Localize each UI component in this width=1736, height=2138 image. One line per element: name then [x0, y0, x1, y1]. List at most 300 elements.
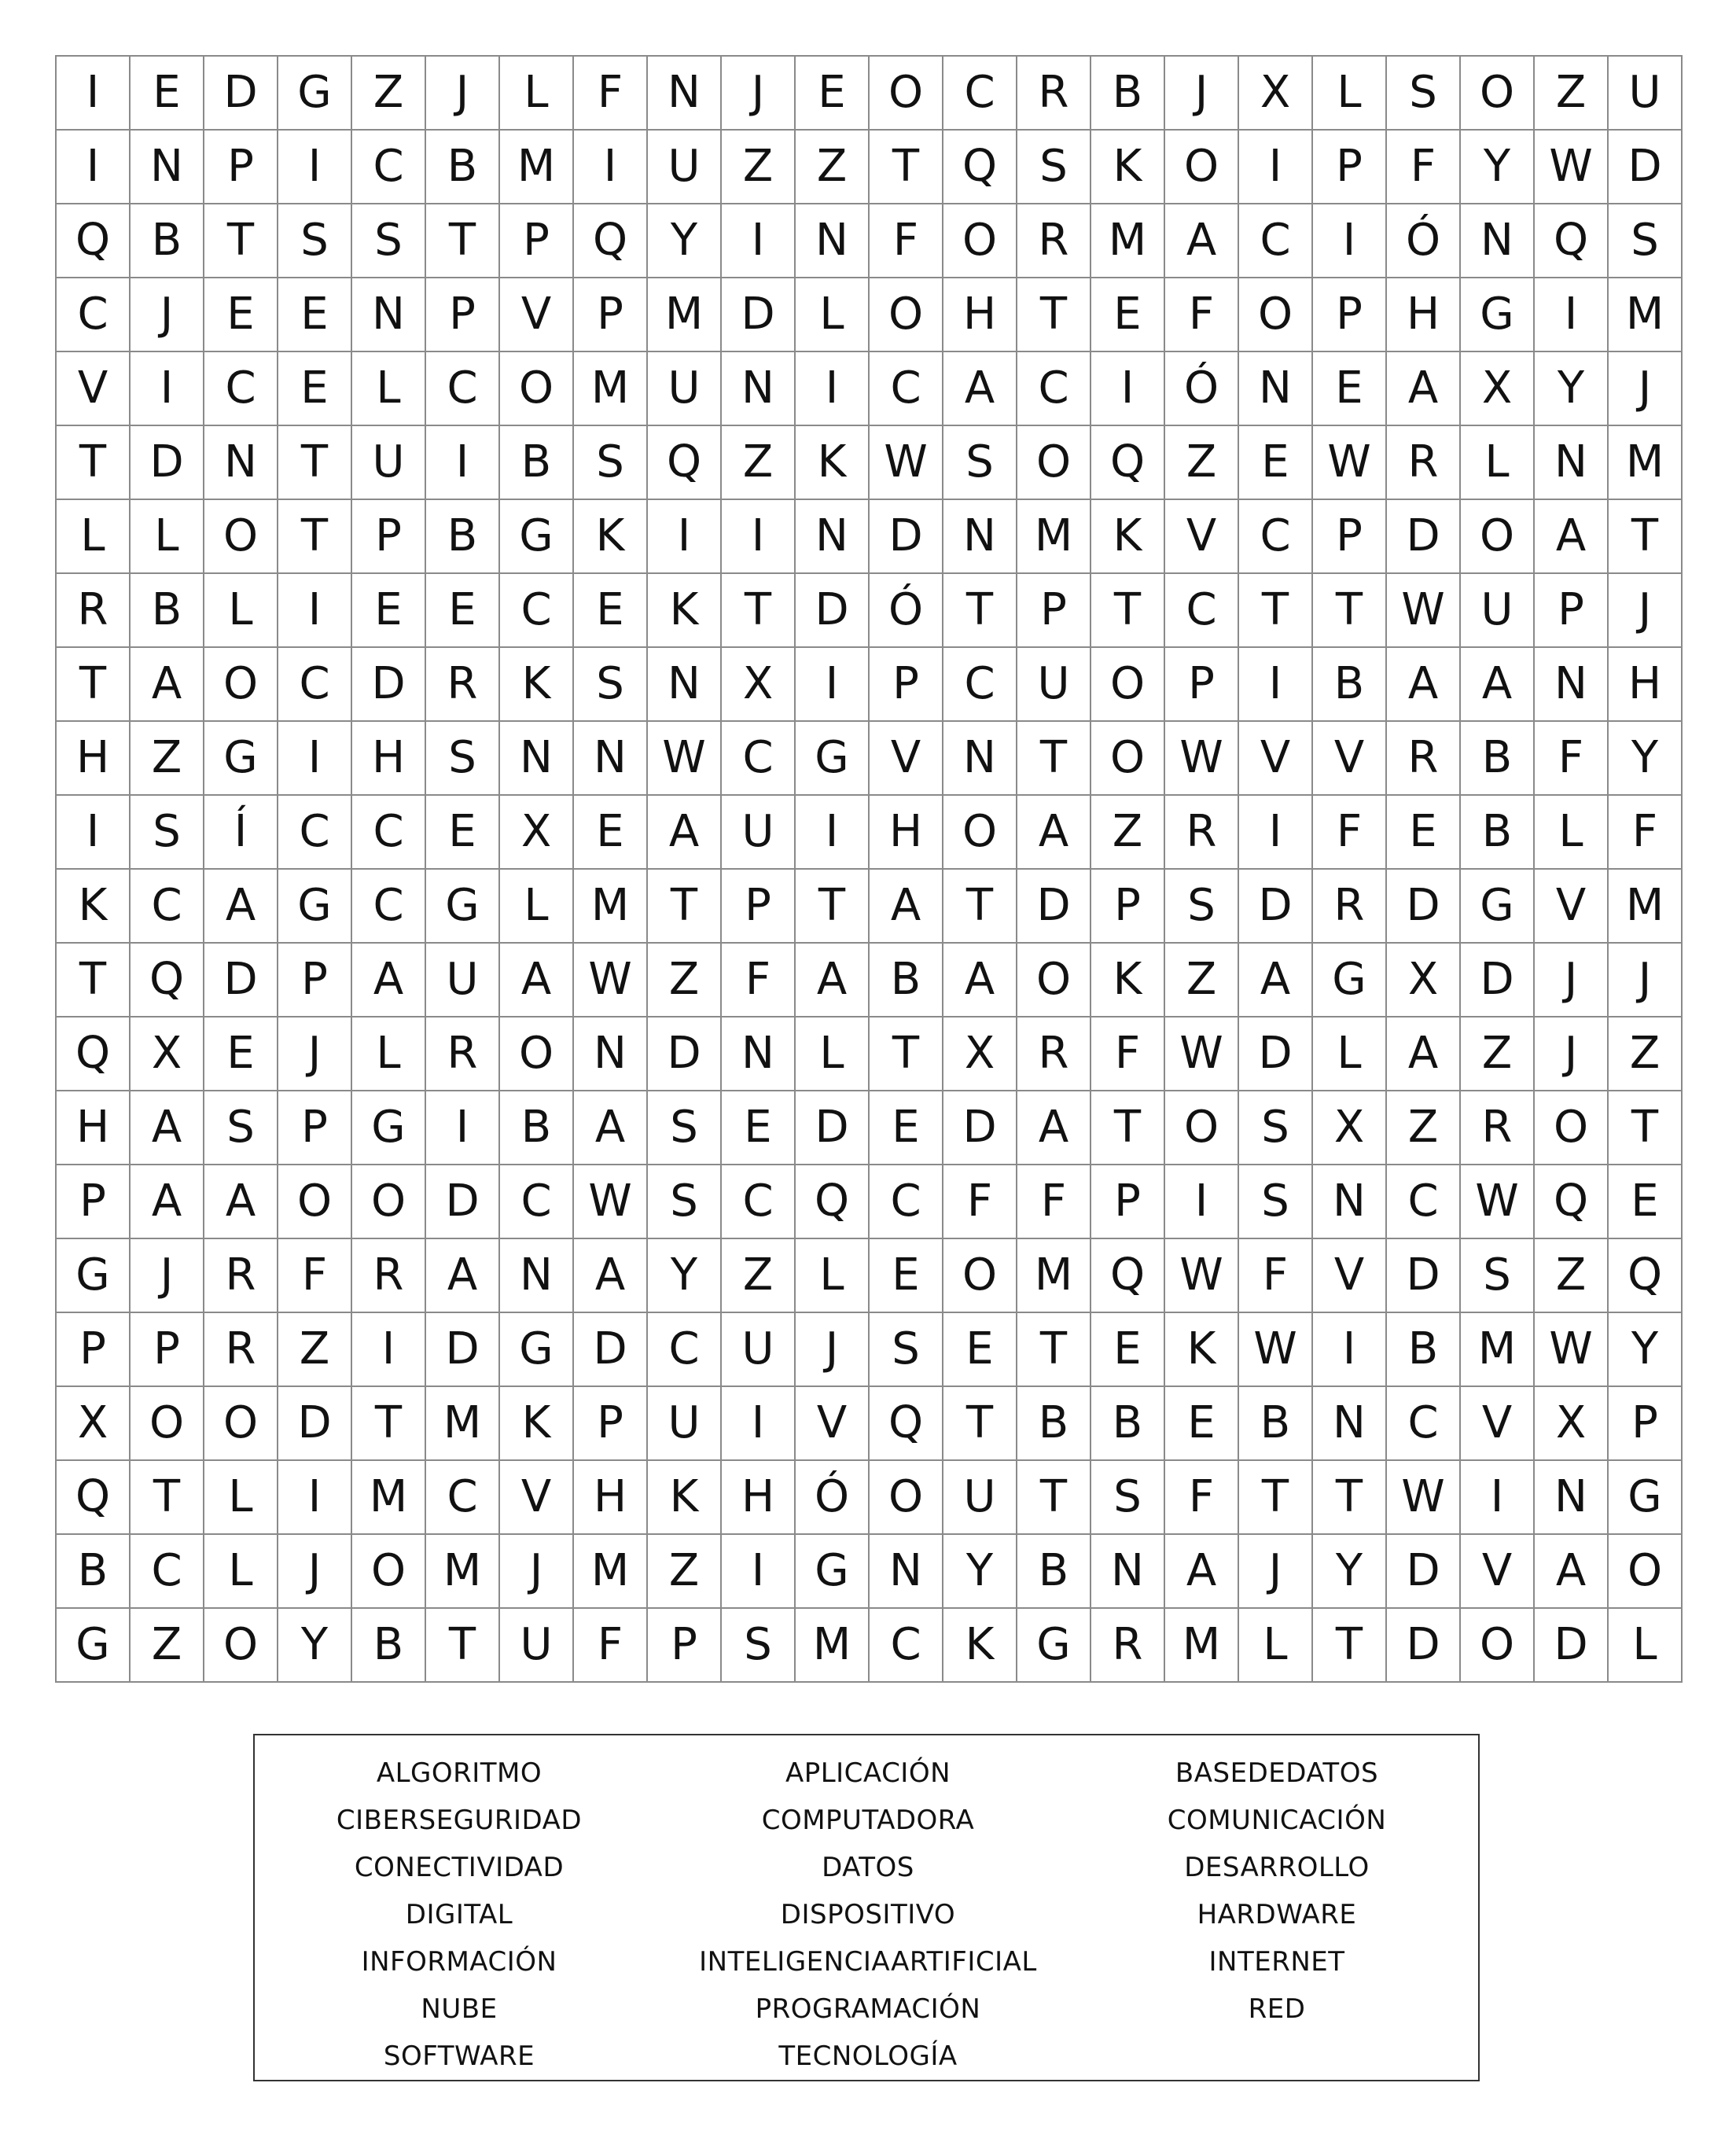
- grid-cell[interactable]: I: [57, 796, 131, 870]
- grid-cell[interactable]: N: [870, 1535, 943, 1609]
- grid-cell[interactable]: W: [574, 944, 648, 1017]
- grid-cell[interactable]: C: [352, 870, 426, 944]
- grid-cell[interactable]: P: [1091, 870, 1165, 944]
- grid-cell[interactable]: C: [722, 1165, 796, 1239]
- grid-cell[interactable]: S: [278, 204, 352, 278]
- grid-cell[interactable]: N: [1239, 352, 1313, 426]
- grid-cell[interactable]: I: [278, 574, 352, 648]
- grid-cell[interactable]: P: [204, 131, 278, 204]
- grid-cell[interactable]: D: [796, 574, 870, 648]
- grid-cell[interactable]: K: [648, 1461, 722, 1535]
- grid-cell[interactable]: M: [574, 1535, 648, 1609]
- grid-cell[interactable]: W: [1461, 1165, 1535, 1239]
- grid-cell[interactable]: A: [574, 1239, 648, 1313]
- grid-cell[interactable]: B: [870, 944, 943, 1017]
- grid-cell[interactable]: C: [500, 1165, 574, 1239]
- grid-cell[interactable]: L: [131, 500, 204, 574]
- grid-cell[interactable]: K: [1165, 1313, 1239, 1387]
- grid-cell[interactable]: E: [1165, 1387, 1239, 1461]
- grid-cell[interactable]: R: [1387, 426, 1461, 500]
- grid-cell[interactable]: Y: [1609, 1313, 1683, 1387]
- grid-cell[interactable]: C: [870, 352, 943, 426]
- grid-cell[interactable]: M: [1609, 870, 1683, 944]
- grid-cell[interactable]: M: [500, 131, 574, 204]
- grid-cell[interactable]: P: [57, 1313, 131, 1387]
- grid-cell[interactable]: R: [204, 1239, 278, 1313]
- grid-cell[interactable]: Q: [57, 204, 131, 278]
- grid-cell[interactable]: E: [426, 574, 500, 648]
- grid-cell[interactable]: T: [870, 131, 943, 204]
- grid-cell[interactable]: D: [352, 648, 426, 722]
- grid-cell[interactable]: O: [1165, 131, 1239, 204]
- grid-cell[interactable]: F: [278, 1239, 352, 1313]
- grid-cell[interactable]: L: [204, 574, 278, 648]
- grid-cell[interactable]: O: [1239, 278, 1313, 352]
- grid-cell[interactable]: G: [278, 57, 352, 131]
- grid-cell[interactable]: M: [1609, 278, 1683, 352]
- grid-cell[interactable]: H: [870, 796, 943, 870]
- grid-cell[interactable]: Z: [648, 1535, 722, 1609]
- grid-cell[interactable]: N: [1535, 1461, 1609, 1535]
- grid-cell[interactable]: D: [1387, 500, 1461, 574]
- grid-cell[interactable]: N: [1091, 1535, 1165, 1609]
- grid-cell[interactable]: A: [1165, 204, 1239, 278]
- grid-cell[interactable]: N: [500, 722, 574, 796]
- grid-cell[interactable]: T: [1017, 722, 1091, 796]
- grid-cell[interactable]: I: [1091, 352, 1165, 426]
- grid-cell[interactable]: L: [796, 278, 870, 352]
- grid-cell[interactable]: N: [648, 648, 722, 722]
- grid-cell[interactable]: E: [943, 1313, 1017, 1387]
- grid-cell[interactable]: L: [1609, 1609, 1683, 1683]
- grid-cell[interactable]: I: [1535, 278, 1609, 352]
- grid-cell[interactable]: U: [648, 352, 722, 426]
- grid-cell[interactable]: R: [1461, 1091, 1535, 1165]
- grid-cell[interactable]: S: [1239, 1091, 1313, 1165]
- grid-cell[interactable]: W: [1535, 1313, 1609, 1387]
- grid-cell[interactable]: T: [1609, 500, 1683, 574]
- grid-cell[interactable]: B: [1017, 1387, 1091, 1461]
- grid-cell[interactable]: Q: [131, 944, 204, 1017]
- grid-cell[interactable]: Z: [1461, 1017, 1535, 1091]
- grid-cell[interactable]: Í: [204, 796, 278, 870]
- grid-cell[interactable]: I: [57, 131, 131, 204]
- grid-cell[interactable]: A: [204, 1165, 278, 1239]
- grid-cell[interactable]: T: [1313, 574, 1387, 648]
- grid-cell[interactable]: N: [131, 131, 204, 204]
- grid-cell[interactable]: I: [1239, 648, 1313, 722]
- grid-cell[interactable]: J: [1239, 1535, 1313, 1609]
- grid-cell[interactable]: C: [1239, 204, 1313, 278]
- grid-cell[interactable]: Z: [1535, 57, 1609, 131]
- grid-cell[interactable]: T: [1313, 1609, 1387, 1683]
- grid-cell[interactable]: A: [426, 1239, 500, 1313]
- grid-cell[interactable]: O: [870, 57, 943, 131]
- grid-cell[interactable]: I: [1165, 1165, 1239, 1239]
- grid-cell[interactable]: Y: [278, 1609, 352, 1683]
- grid-cell[interactable]: S: [1017, 131, 1091, 204]
- grid-cell[interactable]: S: [648, 1165, 722, 1239]
- grid-cell[interactable]: Z: [722, 1239, 796, 1313]
- grid-cell[interactable]: L: [352, 352, 426, 426]
- grid-cell[interactable]: T: [426, 1609, 500, 1683]
- grid-cell[interactable]: F: [1091, 1017, 1165, 1091]
- grid-cell[interactable]: F: [1239, 1239, 1313, 1313]
- grid-cell[interactable]: H: [57, 722, 131, 796]
- grid-cell[interactable]: I: [131, 352, 204, 426]
- grid-cell[interactable]: U: [943, 1461, 1017, 1535]
- grid-cell[interactable]: S: [352, 204, 426, 278]
- grid-cell[interactable]: Z: [1165, 944, 1239, 1017]
- grid-cell[interactable]: R: [1017, 1017, 1091, 1091]
- grid-cell[interactable]: T: [1609, 1091, 1683, 1165]
- grid-cell[interactable]: A: [943, 944, 1017, 1017]
- grid-cell[interactable]: Ó: [870, 574, 943, 648]
- grid-cell[interactable]: D: [943, 1091, 1017, 1165]
- grid-cell[interactable]: N: [1313, 1165, 1387, 1239]
- grid-cell[interactable]: Q: [1535, 204, 1609, 278]
- grid-cell[interactable]: L: [352, 1017, 426, 1091]
- grid-cell[interactable]: T: [204, 204, 278, 278]
- grid-cell[interactable]: G: [796, 722, 870, 796]
- grid-cell[interactable]: H: [722, 1461, 796, 1535]
- grid-cell[interactable]: X: [1535, 1387, 1609, 1461]
- grid-cell[interactable]: N: [722, 352, 796, 426]
- grid-cell[interactable]: O: [352, 1165, 426, 1239]
- grid-cell[interactable]: C: [1165, 574, 1239, 648]
- grid-cell[interactable]: I: [426, 1091, 500, 1165]
- grid-cell[interactable]: C: [943, 57, 1017, 131]
- grid-cell[interactable]: H: [57, 1091, 131, 1165]
- grid-cell[interactable]: A: [1387, 1017, 1461, 1091]
- grid-cell[interactable]: W: [1239, 1313, 1313, 1387]
- grid-cell[interactable]: R: [1387, 722, 1461, 796]
- grid-cell[interactable]: G: [796, 1535, 870, 1609]
- grid-cell[interactable]: C: [1239, 500, 1313, 574]
- grid-cell[interactable]: Ó: [1165, 352, 1239, 426]
- grid-cell[interactable]: A: [1239, 944, 1313, 1017]
- grid-cell[interactable]: Q: [57, 1017, 131, 1091]
- grid-cell[interactable]: O: [278, 1165, 352, 1239]
- grid-cell[interactable]: A: [796, 944, 870, 1017]
- grid-cell[interactable]: B: [500, 1091, 574, 1165]
- grid-cell[interactable]: V: [870, 722, 943, 796]
- grid-cell[interactable]: M: [426, 1387, 500, 1461]
- grid-cell[interactable]: Y: [1535, 352, 1609, 426]
- grid-cell[interactable]: D: [131, 426, 204, 500]
- grid-cell[interactable]: B: [1461, 722, 1535, 796]
- grid-cell[interactable]: Q: [943, 131, 1017, 204]
- grid-cell[interactable]: U: [426, 944, 500, 1017]
- grid-cell[interactable]: Q: [1091, 1239, 1165, 1313]
- grid-cell[interactable]: O: [943, 1239, 1017, 1313]
- grid-cell[interactable]: C: [1387, 1165, 1461, 1239]
- grid-cell[interactable]: I: [722, 500, 796, 574]
- grid-cell[interactable]: W: [1387, 1461, 1461, 1535]
- grid-cell[interactable]: L: [204, 1535, 278, 1609]
- grid-cell[interactable]: T: [352, 1387, 426, 1461]
- grid-cell[interactable]: A: [131, 1165, 204, 1239]
- grid-cell[interactable]: O: [204, 1387, 278, 1461]
- grid-cell[interactable]: B: [500, 426, 574, 500]
- grid-cell[interactable]: N: [574, 1017, 648, 1091]
- grid-cell[interactable]: F: [574, 57, 648, 131]
- grid-cell[interactable]: E: [574, 796, 648, 870]
- grid-cell[interactable]: E: [278, 352, 352, 426]
- grid-cell[interactable]: O: [500, 1017, 574, 1091]
- grid-cell[interactable]: D: [648, 1017, 722, 1091]
- grid-cell[interactable]: D: [574, 1313, 648, 1387]
- grid-cell[interactable]: X: [1387, 944, 1461, 1017]
- grid-cell[interactable]: M: [1609, 426, 1683, 500]
- grid-cell[interactable]: S: [1165, 870, 1239, 944]
- grid-cell[interactable]: U: [722, 796, 796, 870]
- grid-cell[interactable]: L: [1461, 426, 1535, 500]
- grid-cell[interactable]: C: [426, 352, 500, 426]
- grid-cell[interactable]: H: [574, 1461, 648, 1535]
- grid-cell[interactable]: C: [500, 574, 574, 648]
- grid-cell[interactable]: E: [204, 278, 278, 352]
- grid-cell[interactable]: A: [943, 352, 1017, 426]
- grid-cell[interactable]: A: [131, 1091, 204, 1165]
- grid-cell[interactable]: L: [500, 870, 574, 944]
- grid-cell[interactable]: I: [796, 648, 870, 722]
- grid-cell[interactable]: O: [352, 1535, 426, 1609]
- grid-cell[interactable]: L: [796, 1239, 870, 1313]
- grid-cell[interactable]: N: [1535, 648, 1609, 722]
- grid-cell[interactable]: C: [57, 278, 131, 352]
- grid-cell[interactable]: X: [722, 648, 796, 722]
- grid-cell[interactable]: P: [1609, 1387, 1683, 1461]
- grid-cell[interactable]: D: [278, 1387, 352, 1461]
- grid-cell[interactable]: O: [1461, 57, 1535, 131]
- grid-cell[interactable]: G: [500, 1313, 574, 1387]
- grid-cell[interactable]: D: [1387, 1609, 1461, 1683]
- grid-cell[interactable]: Y: [648, 1239, 722, 1313]
- grid-cell[interactable]: M: [574, 352, 648, 426]
- grid-cell[interactable]: O: [1609, 1535, 1683, 1609]
- grid-cell[interactable]: U: [1461, 574, 1535, 648]
- grid-cell[interactable]: I: [352, 1313, 426, 1387]
- grid-cell[interactable]: A: [1461, 648, 1535, 722]
- grid-cell[interactable]: I: [796, 352, 870, 426]
- grid-cell[interactable]: W: [574, 1165, 648, 1239]
- grid-cell[interactable]: B: [1239, 1387, 1313, 1461]
- grid-cell[interactable]: A: [1017, 796, 1091, 870]
- grid-cell[interactable]: S: [722, 1609, 796, 1683]
- grid-cell[interactable]: A: [574, 1091, 648, 1165]
- grid-cell[interactable]: E: [1091, 1313, 1165, 1387]
- grid-cell[interactable]: K: [1091, 944, 1165, 1017]
- grid-cell[interactable]: S: [870, 1313, 943, 1387]
- grid-cell[interactable]: Y: [1313, 1535, 1387, 1609]
- grid-cell[interactable]: C: [1387, 1387, 1461, 1461]
- grid-cell[interactable]: X: [57, 1387, 131, 1461]
- grid-cell[interactable]: T: [57, 648, 131, 722]
- grid-cell[interactable]: B: [352, 1609, 426, 1683]
- grid-cell[interactable]: B: [131, 204, 204, 278]
- grid-cell[interactable]: M: [1461, 1313, 1535, 1387]
- grid-cell[interactable]: J: [1535, 1017, 1609, 1091]
- grid-cell[interactable]: S: [1091, 1461, 1165, 1535]
- grid-cell[interactable]: T: [1239, 574, 1313, 648]
- grid-cell[interactable]: P: [648, 1609, 722, 1683]
- grid-cell[interactable]: B: [426, 131, 500, 204]
- grid-cell[interactable]: F: [574, 1609, 648, 1683]
- grid-cell[interactable]: U: [722, 1313, 796, 1387]
- grid-cell[interactable]: W: [1165, 1017, 1239, 1091]
- grid-cell[interactable]: V: [57, 352, 131, 426]
- grid-cell[interactable]: X: [1239, 57, 1313, 131]
- grid-cell[interactable]: J: [1535, 944, 1609, 1017]
- grid-cell[interactable]: J: [131, 278, 204, 352]
- grid-cell[interactable]: Z: [131, 1609, 204, 1683]
- grid-cell[interactable]: I: [1239, 131, 1313, 204]
- grid-cell[interactable]: M: [648, 278, 722, 352]
- grid-cell[interactable]: B: [1017, 1535, 1091, 1609]
- grid-cell[interactable]: S: [574, 426, 648, 500]
- grid-cell[interactable]: K: [1091, 131, 1165, 204]
- grid-cell[interactable]: P: [278, 944, 352, 1017]
- grid-cell[interactable]: U: [1609, 57, 1683, 131]
- grid-cell[interactable]: F: [1387, 131, 1461, 204]
- grid-cell[interactable]: A: [1387, 648, 1461, 722]
- grid-cell[interactable]: X: [500, 796, 574, 870]
- grid-cell[interactable]: O: [1091, 722, 1165, 796]
- grid-cell[interactable]: E: [574, 574, 648, 648]
- grid-cell[interactable]: M: [1165, 1609, 1239, 1683]
- grid-cell[interactable]: I: [278, 722, 352, 796]
- grid-cell[interactable]: P: [1313, 500, 1387, 574]
- grid-cell[interactable]: I: [722, 1387, 796, 1461]
- grid-cell[interactable]: W: [648, 722, 722, 796]
- grid-cell[interactable]: F: [1535, 722, 1609, 796]
- grid-cell[interactable]: G: [1461, 870, 1535, 944]
- grid-cell[interactable]: B: [1387, 1313, 1461, 1387]
- grid-cell[interactable]: L: [500, 57, 574, 131]
- grid-cell[interactable]: U: [648, 1387, 722, 1461]
- grid-cell[interactable]: E: [722, 1091, 796, 1165]
- grid-cell[interactable]: D: [1387, 870, 1461, 944]
- grid-cell[interactable]: R: [1017, 204, 1091, 278]
- grid-cell[interactable]: E: [1239, 426, 1313, 500]
- grid-cell[interactable]: I: [722, 1535, 796, 1609]
- grid-cell[interactable]: J: [1609, 352, 1683, 426]
- grid-cell[interactable]: S: [648, 1091, 722, 1165]
- grid-cell[interactable]: E: [204, 1017, 278, 1091]
- grid-cell[interactable]: D: [204, 57, 278, 131]
- grid-cell[interactable]: K: [500, 1387, 574, 1461]
- grid-cell[interactable]: F: [943, 1165, 1017, 1239]
- grid-cell[interactable]: D: [1535, 1609, 1609, 1683]
- grid-cell[interactable]: R: [426, 1017, 500, 1091]
- grid-cell[interactable]: V: [1165, 500, 1239, 574]
- grid-cell[interactable]: D: [426, 1165, 500, 1239]
- grid-cell[interactable]: Q: [796, 1165, 870, 1239]
- grid-cell[interactable]: W: [1535, 131, 1609, 204]
- grid-cell[interactable]: Y: [943, 1535, 1017, 1609]
- grid-cell[interactable]: D: [1239, 1017, 1313, 1091]
- grid-cell[interactable]: P: [352, 500, 426, 574]
- grid-cell[interactable]: I: [648, 500, 722, 574]
- grid-cell[interactable]: A: [1535, 500, 1609, 574]
- grid-cell[interactable]: N: [796, 500, 870, 574]
- grid-cell[interactable]: K: [574, 500, 648, 574]
- grid-cell[interactable]: O: [870, 278, 943, 352]
- grid-cell[interactable]: O: [1461, 1609, 1535, 1683]
- grid-cell[interactable]: Z: [1535, 1239, 1609, 1313]
- grid-cell[interactable]: O: [1535, 1091, 1609, 1165]
- grid-cell[interactable]: E: [1387, 796, 1461, 870]
- grid-cell[interactable]: V: [1313, 722, 1387, 796]
- grid-cell[interactable]: G: [57, 1239, 131, 1313]
- grid-cell[interactable]: H: [1387, 278, 1461, 352]
- grid-cell[interactable]: D: [870, 500, 943, 574]
- grid-cell[interactable]: T: [131, 1461, 204, 1535]
- grid-cell[interactable]: A: [1017, 1091, 1091, 1165]
- grid-cell[interactable]: E: [426, 796, 500, 870]
- grid-cell[interactable]: N: [943, 500, 1017, 574]
- grid-cell[interactable]: H: [352, 722, 426, 796]
- grid-cell[interactable]: I: [1313, 204, 1387, 278]
- grid-cell[interactable]: T: [57, 426, 131, 500]
- grid-cell[interactable]: I: [278, 1461, 352, 1535]
- grid-cell[interactable]: X: [1461, 352, 1535, 426]
- grid-cell[interactable]: E: [352, 574, 426, 648]
- grid-cell[interactable]: W: [870, 426, 943, 500]
- grid-cell[interactable]: Q: [870, 1387, 943, 1461]
- grid-cell[interactable]: I: [1313, 1313, 1387, 1387]
- grid-cell[interactable]: X: [1313, 1091, 1387, 1165]
- grid-cell[interactable]: T: [943, 1387, 1017, 1461]
- grid-cell[interactable]: D: [1239, 870, 1313, 944]
- grid-cell[interactable]: N: [722, 1017, 796, 1091]
- grid-cell[interactable]: O: [204, 648, 278, 722]
- grid-cell[interactable]: W: [1165, 722, 1239, 796]
- grid-cell[interactable]: I: [722, 204, 796, 278]
- grid-cell[interactable]: K: [648, 574, 722, 648]
- grid-cell[interactable]: N: [796, 204, 870, 278]
- grid-cell[interactable]: F: [1017, 1165, 1091, 1239]
- grid-cell[interactable]: T: [1091, 1091, 1165, 1165]
- grid-cell[interactable]: L: [1239, 1609, 1313, 1683]
- grid-cell[interactable]: L: [1313, 57, 1387, 131]
- grid-cell[interactable]: O: [204, 1609, 278, 1683]
- grid-cell[interactable]: T: [1017, 1313, 1091, 1387]
- grid-cell[interactable]: A: [870, 870, 943, 944]
- grid-cell[interactable]: T: [57, 944, 131, 1017]
- grid-cell[interactable]: X: [943, 1017, 1017, 1091]
- grid-cell[interactable]: Z: [648, 944, 722, 1017]
- grid-cell[interactable]: R: [426, 648, 500, 722]
- grid-cell[interactable]: V: [500, 278, 574, 352]
- grid-cell[interactable]: M: [1017, 1239, 1091, 1313]
- grid-cell[interactable]: Z: [1165, 426, 1239, 500]
- grid-cell[interactable]: Ó: [1387, 204, 1461, 278]
- grid-cell[interactable]: R: [1091, 1609, 1165, 1683]
- grid-cell[interactable]: J: [131, 1239, 204, 1313]
- grid-cell[interactable]: F: [1165, 278, 1239, 352]
- grid-cell[interactable]: Y: [1461, 131, 1535, 204]
- grid-cell[interactable]: A: [648, 796, 722, 870]
- grid-cell[interactable]: O: [1017, 944, 1091, 1017]
- grid-cell[interactable]: Z: [352, 57, 426, 131]
- grid-cell[interactable]: P: [1165, 648, 1239, 722]
- grid-cell[interactable]: C: [131, 1535, 204, 1609]
- grid-cell[interactable]: G: [1313, 944, 1387, 1017]
- grid-cell[interactable]: C: [870, 1609, 943, 1683]
- grid-cell[interactable]: C: [131, 870, 204, 944]
